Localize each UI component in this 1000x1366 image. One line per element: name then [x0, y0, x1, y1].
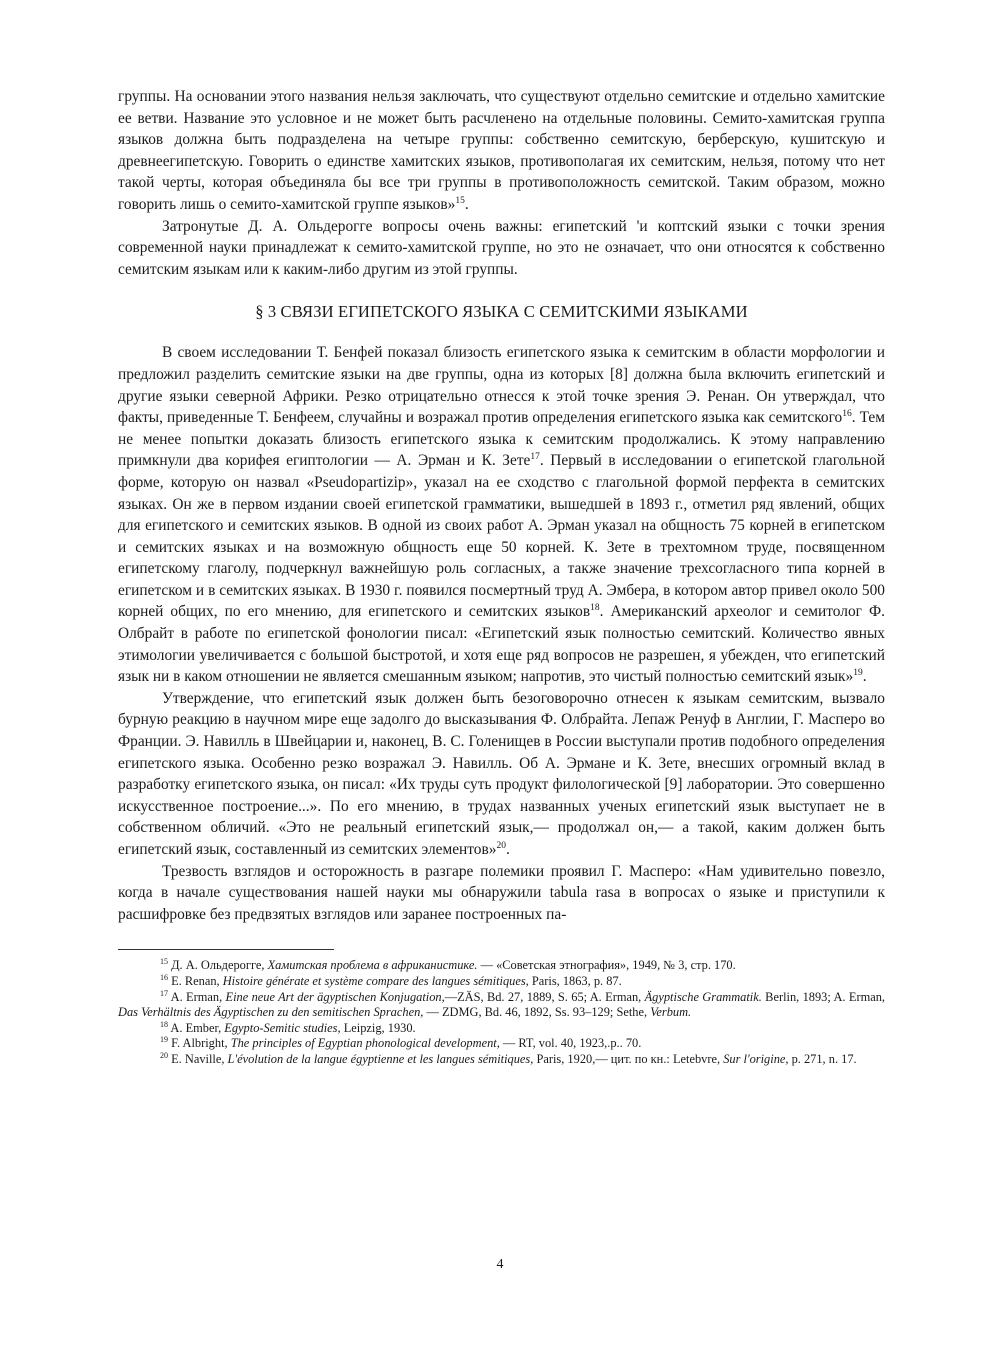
paragraph-1-text: группы. На основании этого названия нельзя заключать, что существуют отдельно семитские и отдельно хамитские ее ветви. Название это условное и не может быть расчленено на отдельные половины. Семито-хамитская группа языков должна быть подразделена на четыре группы: собственно семитскую, берберскую, кушитскую и древнеегипетскую. Говорить о единстве хамитских языков, противополагая их семитским, нельзя, потому что нет такой черты, которая объединяла бы все три группы в противоположность семитской. Таким образом, можно говорить лишь о семито-хамитской группе языков»: [118, 88, 885, 213]
page-number: 4: [496, 1257, 504, 1272]
footnote-ref-17[interactable]: 17: [530, 452, 540, 463]
footnote-author: F. Albright,: [171, 1036, 231, 1051]
footnote-author: E. Renan,: [171, 973, 223, 988]
footnote-number: 15: [160, 957, 168, 967]
footnote-title: Verbum.: [650, 1005, 692, 1020]
footnote-16: [118, 974, 885, 990]
footnote-source: — ZDMG, Bd. 46, 1892, Ss. 93–129; Sethe,: [423, 1005, 651, 1020]
footnote-author: Д. А. Ольдерогге,: [171, 958, 268, 973]
footnote-title: Sur l'origine,: [723, 1051, 789, 1066]
paragraph-4: [118, 688, 885, 861]
paragraph-4-end: .: [505, 841, 510, 858]
footnote-18: [118, 1021, 885, 1037]
footnote-separator: [118, 949, 334, 950]
paragraph-2: Затронутые Д. А. Ольдерогге вопросы очень важны: египетский 'и коптский языки с точки зрения современной науки принадлежат к семито-хамитской группе, но это не означает, что они относятся к собственно семитским языкам или к каким-либо другим из этой группы.: [118, 217, 885, 278]
paragraph-3-part-c: . Первый в исследовании о египетской глагольной форме, которую он назвал «Pseudopartizip», указал на ее сходство с глагольной формой перфекта в семитских языках. Он же в первом издании своей египетской грамматики, вышедшей в 1893 г., отметил ряд явлений, общих для египетского и семитских языков. В одной из своих работ А. Эрман указал на общность 75 корней в египетском и семитских языках и на возможную общность еще 50 корней. К. Зете в трехтомном труде, посвященном египетскому глаголу, подчеркнул важнейшую роль согласных, а также значение трехсогласного типа корней в египетском и в семитских языках. В 1930 г. появился посмертный труд А. Эмбера, в котором автор привел около 500 корней общих, по его мнению, для египетского и семитских языков: [118, 452, 885, 621]
footnote-source: Paris, 1863, p. 87.: [528, 973, 622, 988]
footnote-title: Eine neue Art der ägyptischen Konjugation,: [225, 989, 445, 1004]
footnote-title: L'évolution de la langue égyptienne et les langues sémitiques,: [227, 1051, 534, 1066]
paragraph-3-end: .: [862, 668, 867, 686]
paragraph-3: [118, 342, 885, 688]
paragraph-1-end: .: [464, 195, 469, 213]
footnotes: [118, 958, 885, 1067]
paragraph-3-part-d: . Американский археолог и семитолог Ф. Олбрайт в работе по египетской фонологии писал: «Египетский язык полностью семитский. Количество явных этимологии увеличивается с большой быстротой, и хотя еще ряд вопросов не разрешен, я убежден, что египетский язык ни в каком отношении не является смешанным языком; напротив, это чистый полностью семитский язык»: [118, 603, 885, 686]
footnote-ref-19[interactable]: 19: [853, 668, 863, 679]
footnote-15: [118, 958, 885, 974]
paragraph-1: [118, 86, 885, 216]
footnote-source: Paris, 1920,— цит. по кн.: Letebvre,: [533, 1051, 724, 1066]
footnote-20: [118, 1052, 885, 1068]
paragraph-5: Трезвость взглядов и осторожность в разгаре полемики проявил Г. Масперо: «Нам удивительно повезло, когда в начале существования нашей науки мы обнаружили tabula rasa в вопросах о языке и приступили к расшифровке без предвзятых взглядов или заранее построенных па-: [118, 862, 885, 923]
page-body: [118, 86, 885, 1068]
paragraph-3-part-b: . Тем не менее попытки доказать близость египетского языка к семитским продолжались. К этому направлению примкнули два корифея египтологии — А. Эрман и К. Зете: [118, 409, 885, 470]
footnote-source: —ZÄS, Bd. 27, 1889, S. 65; A. Erman,: [444, 989, 645, 1004]
footnote-ref-15[interactable]: 15: [455, 195, 465, 206]
footnote-author: E. Naville,: [171, 1051, 228, 1066]
footnote-19: [118, 1036, 885, 1052]
footnote-source: Berlin, 1893; A. Erman,: [761, 989, 885, 1004]
footnote-number: 20: [160, 1050, 168, 1060]
footnote-author: A. Ember,: [170, 1020, 225, 1035]
footnote-source: — «Советская этнография», 1949, № 3, стр. 170.: [477, 958, 736, 973]
footnote-source: p. 271, n. 17.: [788, 1051, 857, 1066]
footnote-number: 16: [160, 972, 168, 982]
footnote-number: 18: [160, 1019, 168, 1029]
footnote-title: The principles of Egyptian phonological development,: [230, 1036, 500, 1051]
paragraph-4-text: Утверждение, что египетский язык должен быть безоговорочно отнесен к языкам семитским, вызвало бурную реакцию в научном мире еще задолго до высказывания Ф. Олбрайта. Лепаж Ренуф в Англии, Г. Масперо во Франции. Э. Навилль в Швейцарии и, наконец, В. С. Голенищев в России выступали против подобного определения египетского языка. Особенно резко возражал Э. Навилль. Об А. Эрмане и К. Зете, внесших огромный вклад в разработку египетского языка, он писал: «Их труды суть продукт филологической [9] лаборатории. Это совершенно искусственное построение...». По его мнению, в трудах названных ученых египетский язык выступает не в собственном обличий. «Это не реальный египетский язык,— продолжал он,— а такой, каким должен быть египетский язык, составленный из семитских элементов»: [118, 689, 885, 858]
footnote-title: Histoire générate et système compare des langues sémitiques,: [222, 973, 529, 988]
footnote-number: 19: [160, 1035, 168, 1045]
footnote-ref-18[interactable]: 18: [590, 603, 600, 614]
footnote-number: 17: [160, 988, 168, 998]
section-heading: § 3 СВЯЗИ ЕГИПЕТСКОГО ЯЗЫКА С СЕМИТСКИМИ ЯЗЫКАМИ: [255, 302, 748, 322]
footnote-title: Ägyptische Grammatik.: [644, 989, 762, 1004]
footnote-author: A. Erman,: [170, 989, 226, 1004]
footnote-source: — RT, vol. 40, 1923,.p.. 70.: [499, 1036, 642, 1051]
footnote-title: Das Verhältnis des Ägyptischen zu den semitischen Sprachen,: [118, 1005, 424, 1020]
footnote-17: [118, 990, 885, 1021]
paragraph-3-part-a: В своем исследовании Т. Бенфей показал близость египетского языка к семитским в области морфологии и предложил разделить семитские языки на две группы, одна из которых [8] должна была включить египетский и другие языки северной Африки. Резко отрицательно отнесся к этой точке зрения Э. Ренан. Он утверждал, что факты, приведенные Т. Бенфеем, случайны и возражал против определения египетского языка как семитского: [118, 344, 885, 427]
footnote-ref-20[interactable]: 20: [496, 840, 506, 851]
footnote-source: Leipzig, 1930.: [340, 1020, 416, 1035]
footnote-title: Egypto-Semitic studies,: [224, 1020, 341, 1035]
footnote-title: Хамитская проблема в африканистике.: [267, 958, 478, 973]
footnote-ref-16[interactable]: 16: [842, 409, 852, 419]
